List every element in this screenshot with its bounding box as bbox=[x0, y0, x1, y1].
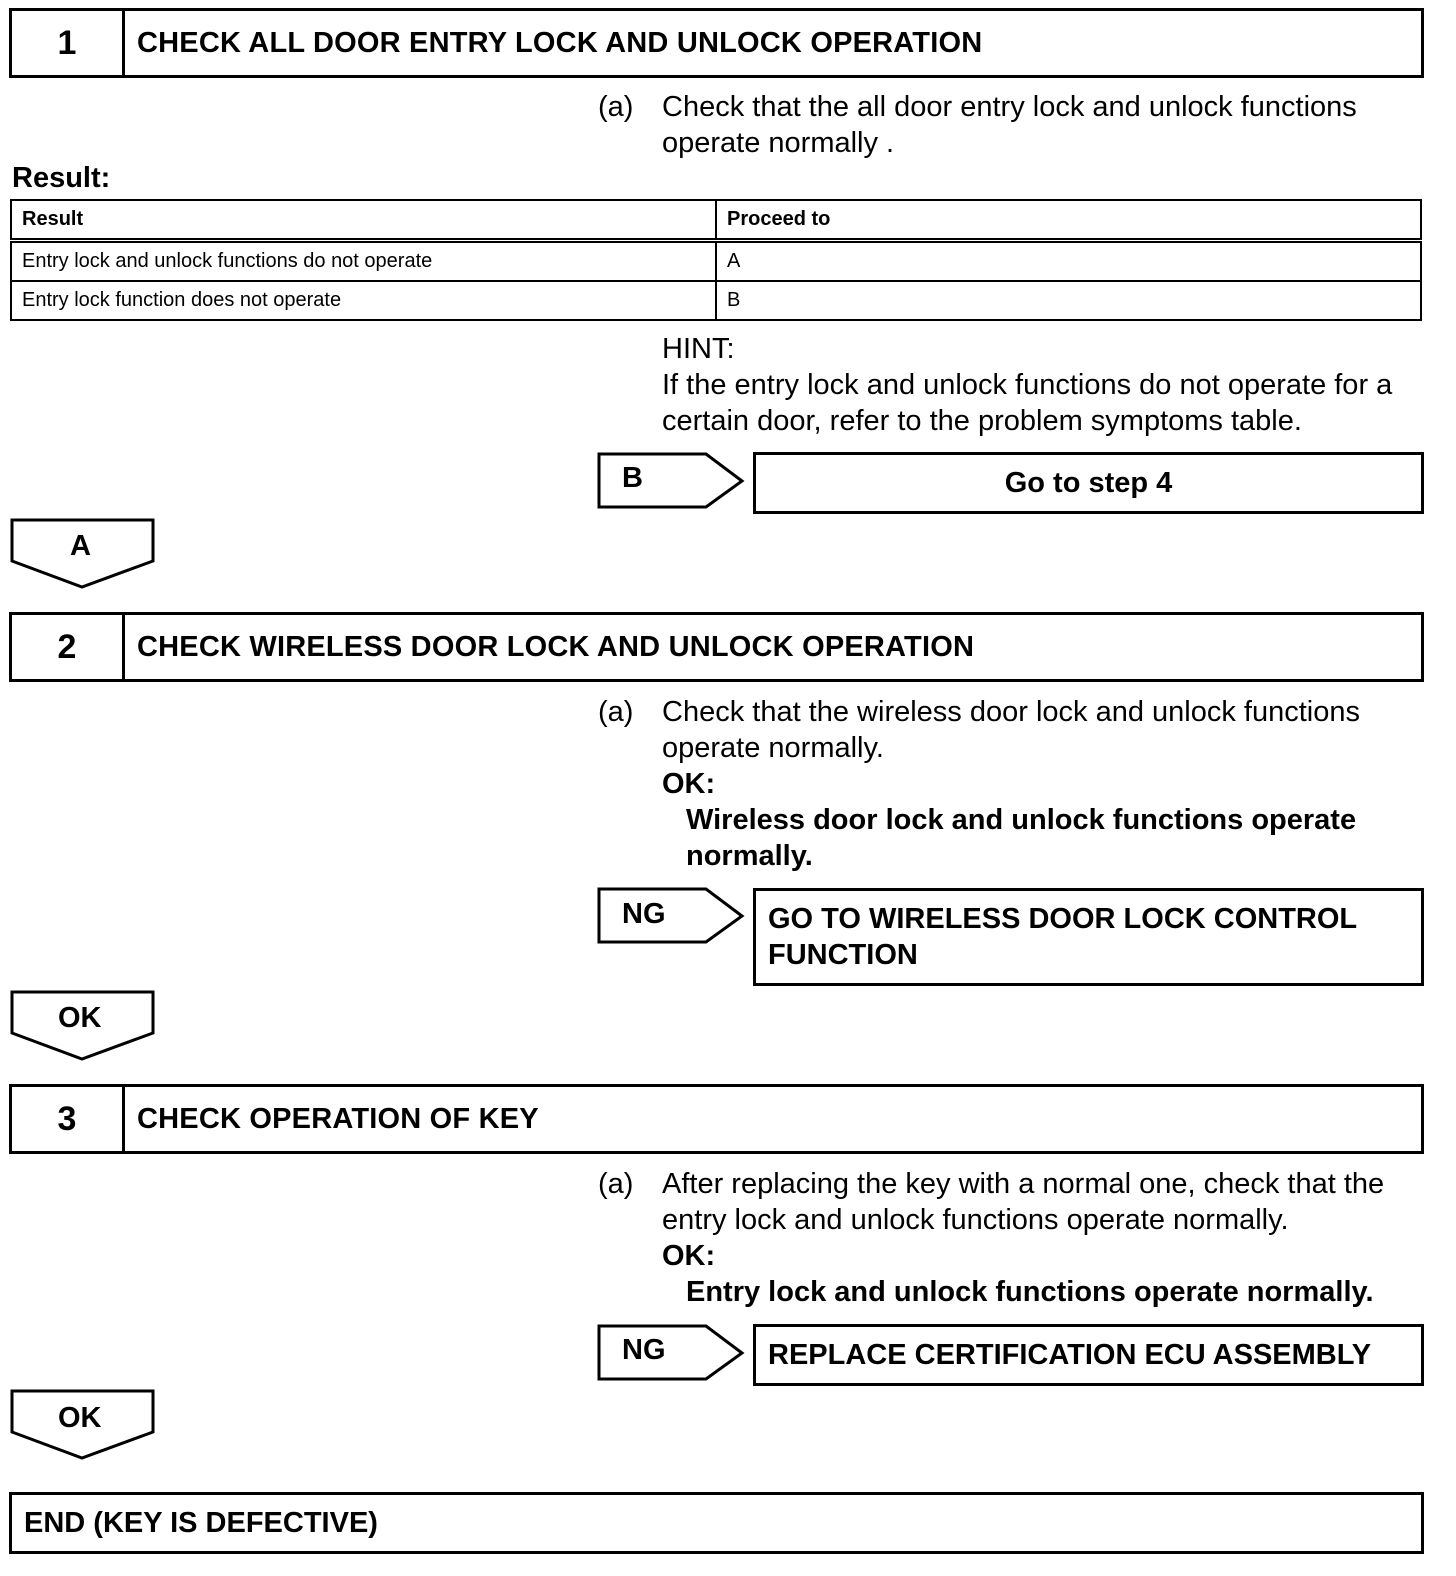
down-arrow-a-label: A bbox=[70, 530, 91, 562]
step-1-header bbox=[9, 8, 1424, 78]
branch-ng-arrow-icon bbox=[596, 886, 748, 946]
branch-ng-label: NG bbox=[622, 1334, 666, 1366]
replace-ecu-box: REPLACE CERTIFICATION ECU ASSEMBLY bbox=[753, 1324, 1424, 1386]
step-2-title: CHECK WIRELESS DOOR LOCK AND UNLOCK OPERATION bbox=[137, 630, 975, 663]
step-3-ok-criteria: Entry lock and unlock functions operate normally. bbox=[686, 1276, 1374, 1308]
step-3-number: 3 bbox=[12, 1087, 125, 1151]
branch-b-arrow-icon bbox=[596, 451, 748, 511]
result-table bbox=[10, 199, 1422, 321]
down-arrow-ok-label: OK bbox=[58, 1402, 102, 1434]
hint: HINT: If the entry lock and unlock functions do not operate for a certain door, refer to the problem symptoms table. bbox=[662, 331, 1442, 439]
step-1-item-marker: (a) bbox=[598, 91, 634, 123]
branch-ng-label: NG bbox=[622, 898, 666, 930]
step-2-item-marker: (a) bbox=[598, 696, 634, 728]
table-row: Entry lock and unlock functions do not operate A bbox=[11, 241, 1421, 282]
step-1-title: CHECK ALL DOOR ENTRY LOCK AND UNLOCK OPERATION bbox=[137, 26, 983, 59]
branch-ng-arrow-icon bbox=[596, 1323, 748, 1383]
step-3-item-text: After replacing the key with a normal one, check that the entry lock and unlock functions operate normally. OK: Entry lock and unlock functions operate normally. bbox=[662, 1166, 1452, 1310]
end-box: END (KEY IS DEFECTIVE) bbox=[9, 1492, 1424, 1554]
result-label: Result: bbox=[12, 162, 111, 194]
step-2-ok-label: OK: bbox=[662, 768, 716, 800]
go-to-step-4-box: Go to step 4 bbox=[753, 452, 1424, 514]
step-2-header bbox=[9, 612, 1424, 682]
step-3-item-marker: (a) bbox=[598, 1168, 634, 1200]
down-arrow-ok-label: OK bbox=[58, 1002, 102, 1034]
table-header-row bbox=[11, 200, 1421, 241]
table-header-result: Result bbox=[11, 200, 716, 241]
hint-label: HINT: bbox=[662, 333, 735, 365]
step-3-title: CHECK OPERATION OF KEY bbox=[137, 1102, 539, 1135]
go-to-wireless-door-lock-box: GO TO WIRELESS DOOR LOCK CONTROL FUNCTION bbox=[753, 888, 1424, 986]
step-1-number: 1 bbox=[12, 11, 125, 75]
step-3-header bbox=[9, 1084, 1424, 1154]
step-1-item-text: Check that the all door entry lock and unlock functions operate normally . bbox=[662, 91, 1357, 159]
table-header-proceed: Proceed to bbox=[716, 200, 1421, 241]
branch-b-label: B bbox=[622, 462, 643, 494]
step-2-ok-criteria: Wireless door lock and unlock functions operate normally. bbox=[686, 804, 1357, 872]
step-2-number: 2 bbox=[12, 615, 125, 679]
step-2-item-text: Check that the wireless door lock and unlock functions operate normally. OK: Wireless door lock and unlock functions operate normally. bbox=[662, 694, 1442, 874]
table-row: Entry lock function does not operate B bbox=[11, 281, 1421, 320]
step-3-ok-label: OK: bbox=[662, 1240, 716, 1272]
